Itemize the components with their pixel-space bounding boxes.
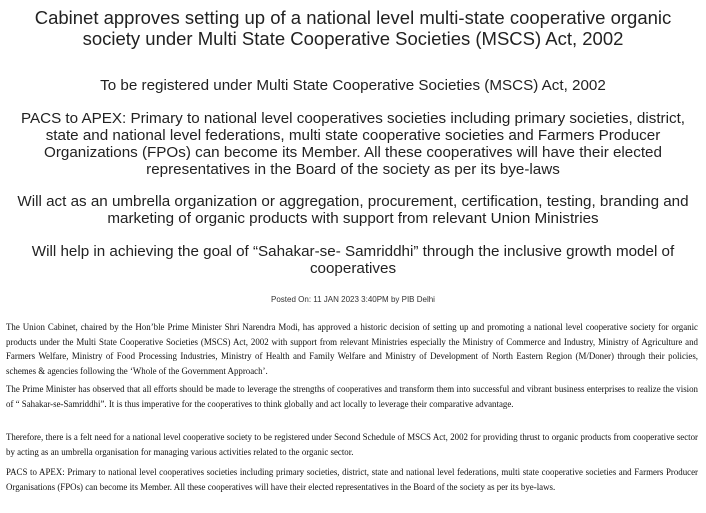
body-paragraph: The Union Cabinet, chaired by the Hon’ble Prime Minister Shri Narendra Modi, has approved a historic decision of setting up and promoting a national level cooperative society for organic products under the Multi State Cooperative Societies (MSCS) Act, 2002 with support from relevant Ministries especially the Ministry of Commerce and Industry, Ministry of Agriculture and Farmers Welfare, Ministry of Food Processing Industries, Ministry of Health and Family Welfare and Ministry of Development of North Eastern Region (M/Doner) through their policies, schemes & agencies following the ‘Whole of the Government Approach’. bbox=[6, 322, 698, 376]
highlight-membership: PACS to APEX: Primary to national level cooperatives societies including primary societies, district, state and national level federations, multi state cooperative societies and Farmers Producer Organizations (FPOs) can become its Member. All these cooperatives will have their elected representatives in the Board of the society as per its bye-laws bbox=[20, 110, 686, 178]
posted-on-line: Posted On: 11 JAN 2023 3:40PM by PIB Delhi bbox=[271, 295, 435, 304]
highlight-goal: Will help in achieving the goal of “Sahakar-se- Samriddhi” through the inclusive growth model of cooperatives bbox=[31, 243, 675, 277]
body-paragraph: Therefore, there is a felt need for a national level cooperative society to be registered under Second Schedule of MSCS Act, 2002 for providing thrust to organic products from cooperative sector by acting as an umbrella organisation for managing various activities related to the organic sector. bbox=[6, 432, 698, 457]
highlight-registration: To be registered under Multi State Cooperative Societies (MSCS) Act, 2002 bbox=[100, 77, 606, 94]
highlight-umbrella: Will act as an umbrella organization or aggregation, procurement, certification, testing, branding and marketing of organic products with support from relevant Union Ministries bbox=[17, 193, 689, 227]
page-title: Cabinet approves setting up of a national level multi-state cooperative organic society under Multi State Cooperative Societies (MSCS) Act, 2002 bbox=[34, 7, 672, 49]
body-paragraph: PACS to APEX: Primary to national level cooperatives societies including primary societies, district, state and national level federations, multi state cooperative societies and Farmers Producer Organisations (FPOs) can become its Member. All these cooperatives will have their elected representatives in the Board of the society as per its bye-laws. bbox=[6, 467, 698, 492]
body-paragraph: The Prime Minister has observed that all efforts should be made to leverage the strengths of cooperatives and transform them into successful and vibrant business enterprises to realize the vision of “ Sahakar-se-Samriddhi”. It is thus imperative for the cooperatives to think globally and act locally to leverage their comparative advantage. bbox=[6, 384, 698, 409]
